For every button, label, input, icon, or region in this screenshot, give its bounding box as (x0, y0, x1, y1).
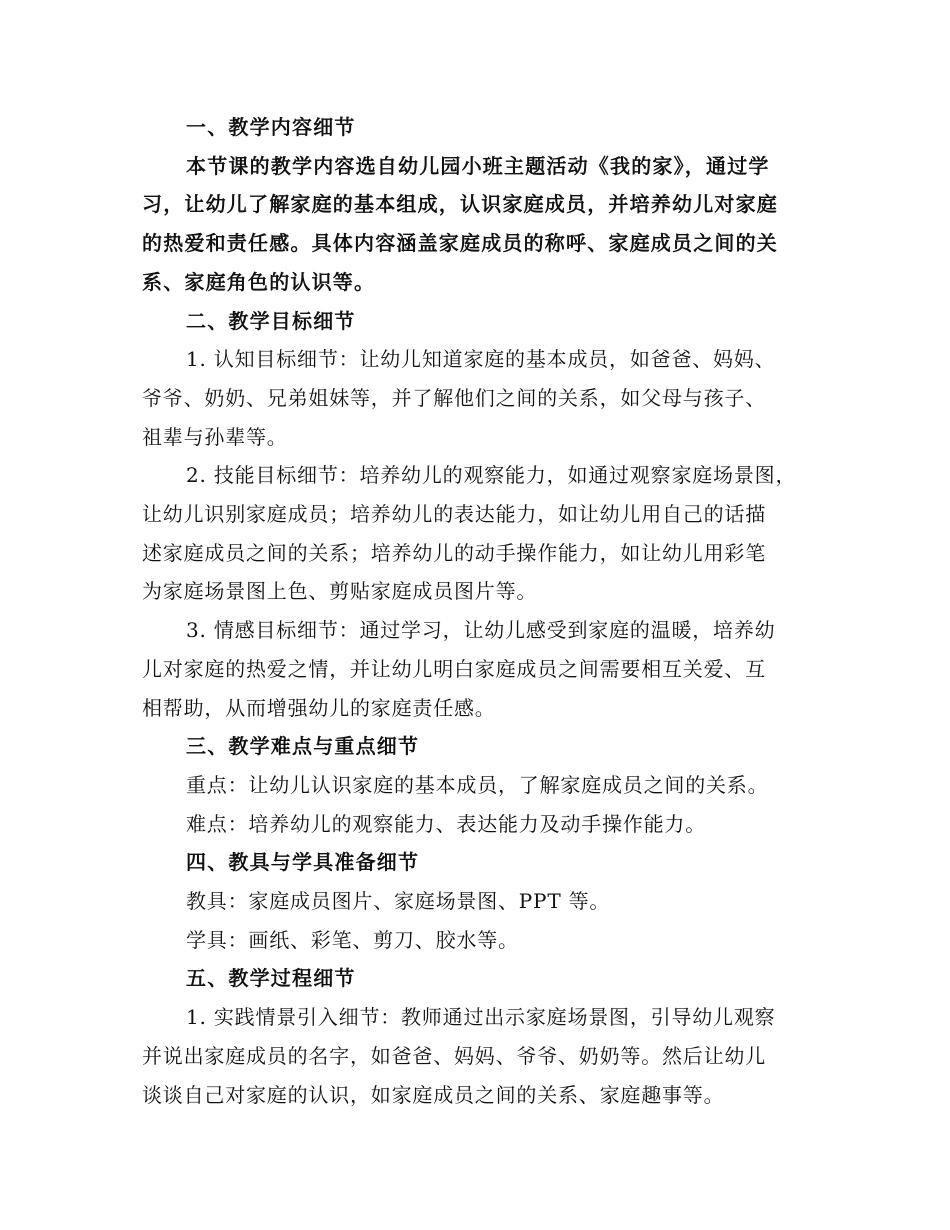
heading-teaching-goals: 二、教学目标细节 (186, 308, 356, 333)
text-line: 儿对家庭的热爱之情，并让幼儿明白家庭成员之间需要相互关爱、互 (142, 656, 766, 681)
paragraph-emotional-goal (142, 611, 812, 727)
paragraph-skill-goal (142, 456, 812, 611)
text-line: 3. 情感目标细节：通过学习，让幼儿感受到家庭的温暖，培养幼 (186, 618, 776, 643)
paragraph-teacher-tools: 教具：家庭成员图片、家庭场景图、PPT 等。 (186, 889, 611, 914)
text-line: 谈谈自己对家庭的认识，如家庭成员之间的关系、家庭趣事等。 (142, 1082, 725, 1107)
paragraph-teaching-content (142, 147, 812, 302)
paragraph-scenario-intro (142, 998, 812, 1114)
heading-teaching-aids: 四、教具与学具准备细节 (186, 850, 420, 875)
text-line: 本节课的教学内容选自幼儿园小班主题活动《我的家》，通过学 (186, 153, 770, 178)
text-line: 习，让幼儿了解家庭的基本组成，认识家庭成员，并培养幼儿对家庭 (142, 192, 778, 217)
text-line: 祖辈与孙辈等。 (142, 424, 288, 449)
paragraph-difficulty: 难点：培养幼儿的观察能力、表达能力及动手操作能力。 (186, 811, 706, 836)
text-line: 1. 实践情景引入细节：教师通过出示家庭场景图，引导幼儿观察 (186, 1005, 776, 1030)
heading-teaching-content: 一、教学内容细节 (186, 115, 356, 139)
text-line: 相帮助，从而增强幼儿的家庭责任感。 (142, 695, 496, 720)
document-body (142, 108, 812, 1114)
text-line: 爷爷、奶奶、兄弟姐妹等，并了解他们之间的关系，如父母与孩子、 (142, 385, 766, 410)
heading-difficulties-key-points: 三、教学难点与重点细节 (186, 734, 420, 759)
text-line: 的热爱和责任感。具体内容涵盖家庭成员的称呼、家庭成员之间的关 (142, 231, 778, 256)
paragraph-student-tools: 学具：画纸、彩笔、剪刀、胶水等。 (186, 927, 519, 952)
text-line: 让幼儿识别家庭成员；培养幼儿的表达能力，如让幼儿用自己的话描 (142, 502, 766, 527)
text-line: 2. 技能目标细节：培养幼儿的观察能力，如通过观察家庭场景图， (186, 463, 797, 488)
text-line: 系、家庭角色的认识等。 (142, 269, 376, 294)
text-line: 述家庭成员之间的关系；培养幼儿的动手操作能力，如让幼儿用彩笔 (142, 540, 766, 565)
text-line: 并说出家庭成员的名字，如爸爸、妈妈、爷爷、奶奶等。然后让幼儿 (142, 1043, 766, 1068)
paragraph-cognitive-goal (142, 340, 812, 456)
heading-teaching-process: 五、教学过程细节 (186, 966, 356, 991)
text-line: 1. 认知目标细节：让幼儿知道家庭的基本成员，如爸爸、妈妈、 (186, 347, 776, 372)
text-line: 为家庭场景图上色、剪贴家庭成员图片等。 (142, 579, 538, 604)
paragraph-key-point: 重点：让幼儿认识家庭的基本成员，了解家庭成员之间的关系。 (186, 772, 769, 797)
